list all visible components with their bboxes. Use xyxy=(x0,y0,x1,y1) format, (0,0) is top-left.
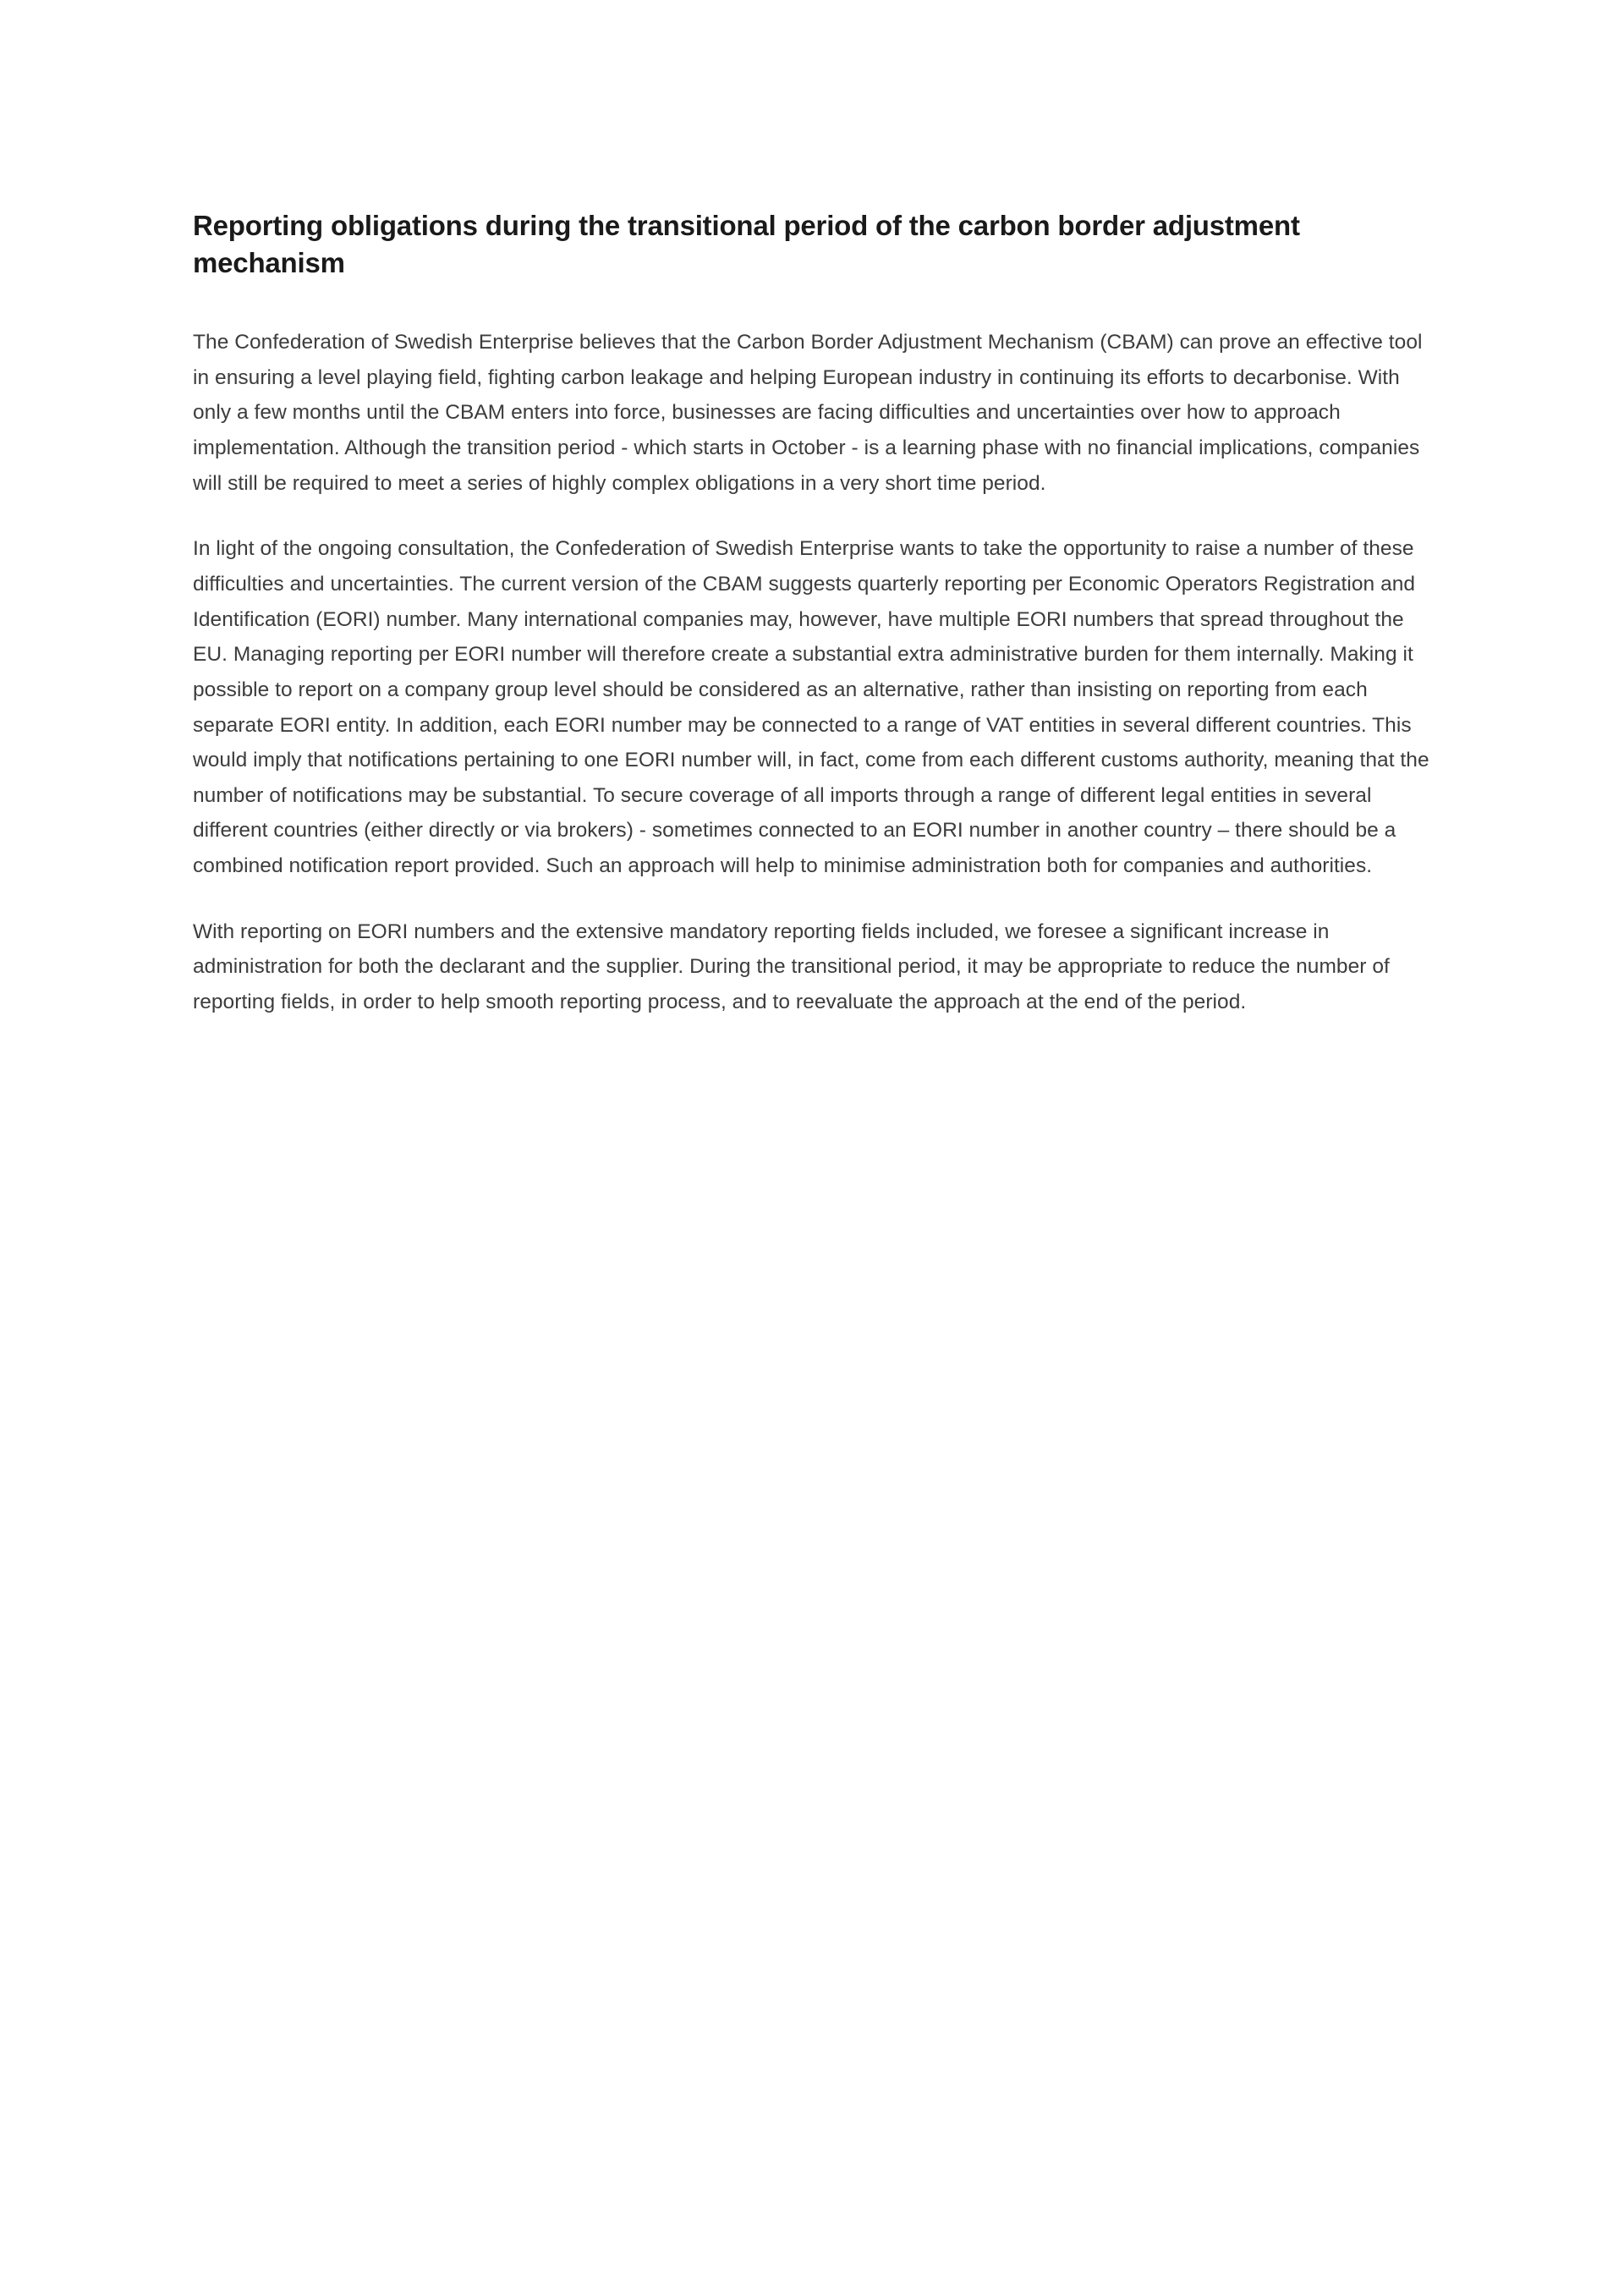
page-title: Reporting obligations during the transitional period of the carbon border adjustment mechanism xyxy=(193,210,1300,278)
paragraph-1: The Confederation of Swedish Enterprise believes that the Carbon Border Adjustment Mechanism (CBAM) can prove an effective tool in ensuring a level playing field, fighting carbon leakage and helping European industry in continuing its efforts to decarbonise. With only a few months until the CBAM enters into force, businesses are facing difficulties and uncertainties over how to approach implementation. Although the transition period - which starts in October - is a learning phase with no financial implications, companies will still be required to meet a series of highly complex obligations in a very short time period. xyxy=(193,331,1423,495)
paragraph-3: With reporting on EORI numbers and the extensive mandatory reporting fields included, we foresee a significant increase in administration for both the declarant and the supplier. During the transitional period, it may be appropriate to reduce the number of reporting fields, in order to help smooth reporting process, and to reevaluate the approach at the end of the period. xyxy=(193,920,1390,1013)
paragraph-2: In light of the ongoing consultation, the Confederation of Swedish Enterprise wants to take the opportunity to raise a number of these difficulties and uncertainties. The current version of the CBAM suggests quarterly reporting per Economic Operators Registration and Identification (EORI) number. Many international companies may, however, have multiple EORI numbers that spread throughout the EU. Managing reporting per EORI number will therefore create a substantial extra administrative burden for them internally. Making it possible to report on a company group level should be considered as an alternative, rather than insisting on reporting from each separate EORI entity. In addition, each EORI number may be connected to a range of VAT entities in several different countries. This would imply that notifications pertaining to one EORI number will, in fact, come from each different customs authority, meaning that the number of notifications may be substantial. To secure coverage of all imports through a range of different legal entities in several different countries (either directly or via brokers) - sometimes connected to an EORI number in another country – there should be a combined notification report provided. Such an approach will help to minimise administration both for companies and authorities. xyxy=(193,537,1429,878)
document-body xyxy=(193,207,1432,1020)
